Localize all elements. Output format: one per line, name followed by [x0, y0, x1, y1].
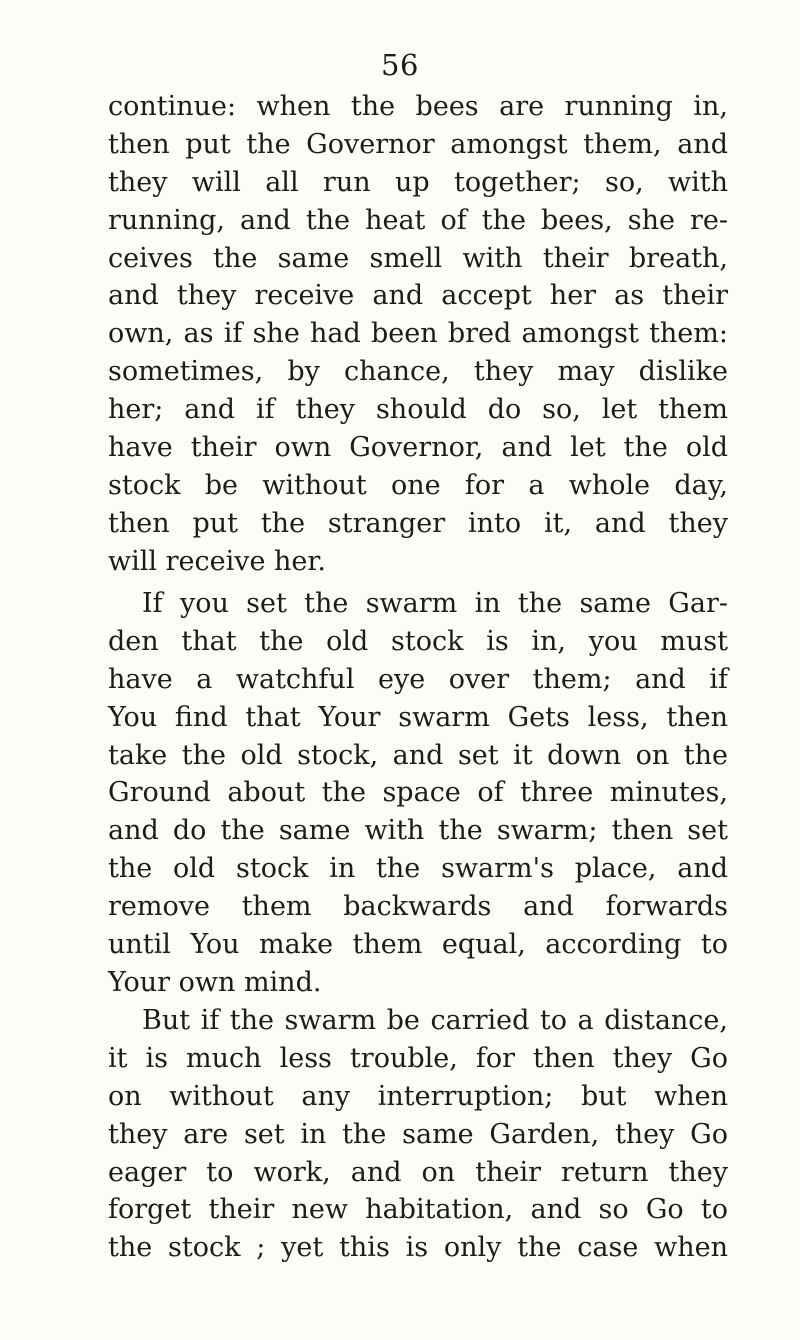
text-line: den that the old stock is in, you must	[108, 625, 728, 657]
text-line: until You make them equal, according to	[108, 929, 728, 961]
paragraph-2	[108, 585, 728, 1002]
text-line: running, and the heat of the bees, she re-	[108, 204, 728, 236]
text-line: it is much less trouble, for then they Go	[108, 1042, 728, 1074]
text-line: and they receive and accept her as their	[108, 280, 728, 312]
text-line: they are set in the same Garden, they Go	[108, 1118, 728, 1150]
text-line: sometimes, by chance, they may dislike	[108, 356, 728, 388]
text-line: the old stock in the swarm's place, and	[108, 853, 728, 885]
text-line: forget their new habitation, and so Go to	[108, 1194, 728, 1226]
text-line: the stock ; yet this is only the case when	[108, 1232, 728, 1264]
text-line: have their own Governor, and let the old	[108, 432, 728, 464]
text-line: Your own mind.	[108, 966, 322, 998]
text-line: then put the stranger into it, and they	[108, 507, 728, 539]
paragraph-3	[108, 1002, 728, 1267]
text-line: But if the swarm be carried to a distance,	[142, 1005, 728, 1036]
text-line: they will all run up together; so, with	[108, 166, 728, 198]
paragraph-1	[108, 88, 728, 581]
text-line: stock be without one for a whole day,	[108, 469, 728, 501]
text-line: take the old stock, and set it down on the	[108, 739, 728, 771]
text-line: her; and if they should do so, let them	[108, 394, 728, 426]
text-line: Ground about the space of three minutes,	[108, 777, 728, 809]
text-line: If you set the swarm in the same Gar-	[142, 588, 728, 619]
text-line: and do the same with the swarm; then set	[108, 815, 728, 847]
text-line: have a watchful eye over them; and if	[108, 663, 728, 695]
text-line: will receive her.	[108, 545, 326, 577]
text-line: on without any interruption; but when	[108, 1080, 728, 1112]
text-line: then put the Governor amongst them, and	[108, 128, 728, 160]
page-number: 56	[381, 48, 419, 82]
text-line: continue: when the bees are running in,	[108, 91, 728, 122]
text-line: own, as if she had been bred amongst them:	[108, 318, 728, 350]
text-line: ceives the same smell with their breath,	[108, 242, 728, 274]
text-line: eager to work, and on their return they	[108, 1156, 728, 1188]
text-line: remove them backwards and forwards	[108, 891, 728, 923]
text-line: You find that Your swarm Gets less, then	[108, 701, 728, 733]
